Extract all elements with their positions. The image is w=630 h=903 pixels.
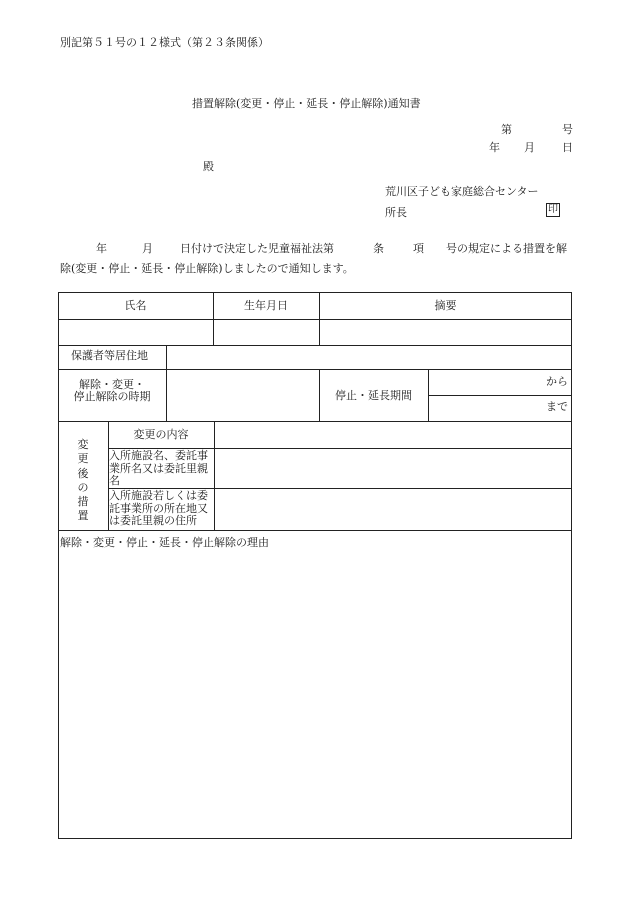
body-year: 年 [96, 242, 107, 255]
change-content-label: 変更の内容 [133, 428, 189, 441]
form-id: 別記第５１号の１２様式（第２３条関係） [60, 36, 269, 49]
notice-body-line1 [60, 243, 572, 257]
facility-address-label [109, 490, 208, 528]
number-suffix: 号 [562, 123, 573, 136]
body-article: 条 [373, 242, 384, 255]
facility-address-line: は委託里親の住所 [109, 514, 197, 528]
seal-mark: 印 [548, 204, 558, 215]
reason-label: 解除・変更・停止・延長・停止解除の理由 [60, 536, 269, 549]
date-month-label: 月 [524, 141, 535, 154]
facility-name-line: 業所名又は委託里親 [109, 461, 208, 475]
facility-name-line: 名 [109, 474, 120, 488]
guardian-address-label: 保護者等居住地 [71, 349, 148, 362]
period-from-label: から [546, 375, 568, 388]
release-time-line2: 停止解除の時期 [73, 390, 151, 404]
table-grid-lines [58, 292, 572, 839]
release-time-label [58, 379, 166, 403]
body-paragraph: 項 [413, 242, 424, 255]
issuer-organization: 荒川区子ども家庭総合センター [385, 185, 539, 198]
addressee-suffix: 殿 [203, 160, 214, 173]
notice-table [58, 292, 572, 839]
facility-name-label [109, 450, 208, 488]
summary-header: 摘要 [434, 299, 457, 312]
period-until-label: まで [546, 400, 568, 413]
notice-body-line2: 除(変更・停止・延長・停止解除)しましたので通知します。 [60, 262, 354, 275]
birth-date-header: 生年月日 [244, 299, 288, 312]
release-time-line1: 解除・変更・ [79, 378, 145, 391]
date-day-label: 日 [562, 141, 573, 154]
date-year-label: 年 [489, 141, 500, 154]
name-header: 氏名 [124, 299, 147, 312]
document-title: 措置解除(変更・停止・延長・停止解除)通知書 [192, 97, 421, 110]
facility-address-line: 入所施設若しくは委 [109, 489, 208, 502]
facility-address-line: 託事業所の所在地又 [109, 501, 208, 515]
number-prefix: 第 [501, 123, 512, 136]
body-month: 月 [142, 242, 153, 255]
body-clause-phrase: 号の規定による措置を解 [446, 242, 567, 255]
facility-name-line: 入所施設名、委託事 [109, 449, 208, 462]
measures-after-change-label: 変更後の措置 [77, 438, 89, 523]
body-date-phrase: 日付けで決定した児童福祉法第 [180, 242, 334, 255]
issuer-title: 所長 [385, 206, 407, 219]
suspension-period-label: 停止・延長期間 [335, 389, 412, 402]
